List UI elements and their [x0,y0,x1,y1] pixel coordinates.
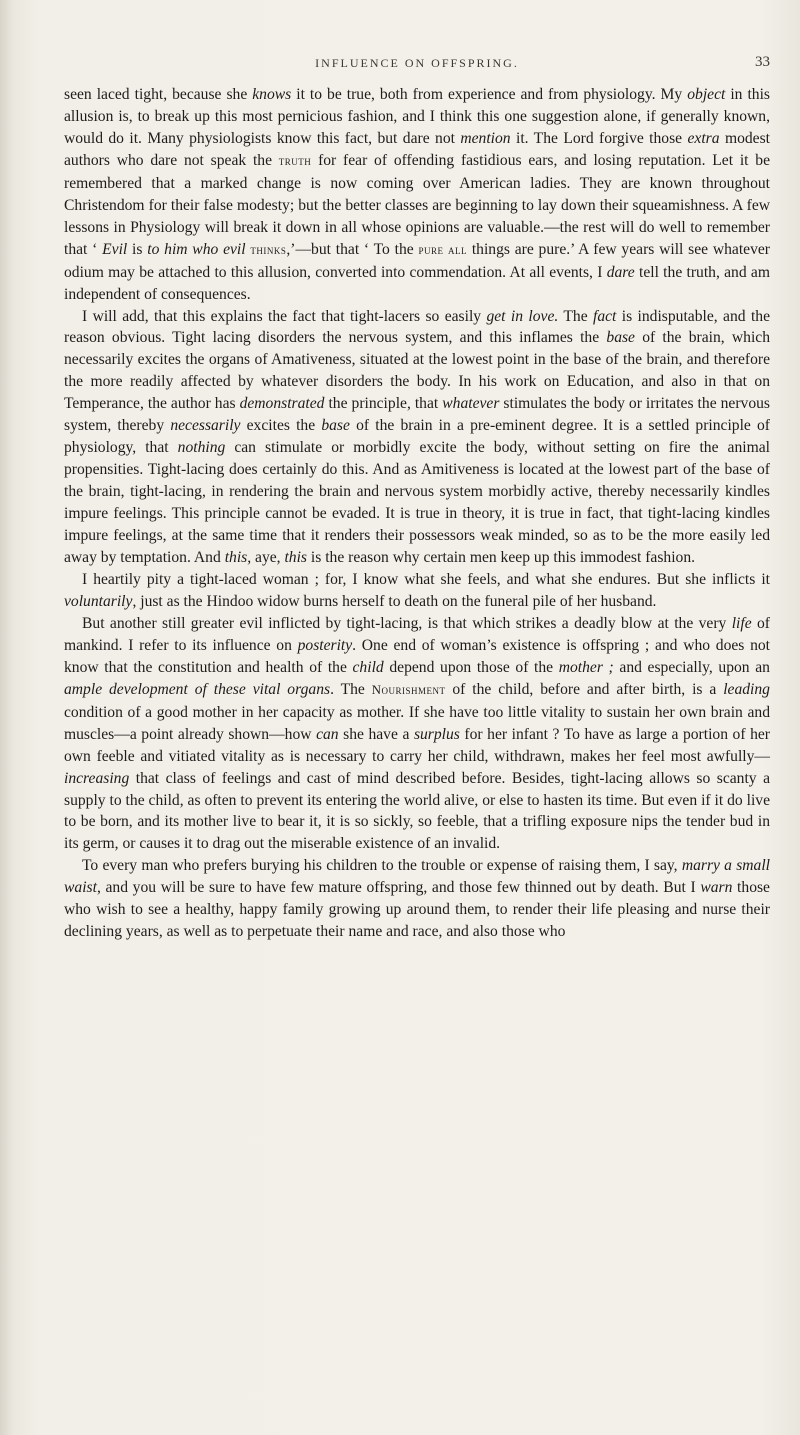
paragraph [64,569,770,613]
text-run: tell the truth, and am independent of consequences. [64,263,770,303]
italic-text: posterity [297,636,353,654]
text-run: of the brain in a pre-eminent degree. It is a settled principle of physiology, that [64,417,770,457]
page-number: 33 [755,54,770,70]
italic-text: extra [687,129,720,147]
italic-text: increasing [64,769,130,787]
text-run: seen laced tight, because she [64,86,253,103]
italic-text: demonstrated [239,395,325,413]
italic-text: life [731,614,752,632]
text-run: To every man who prefers burying his children to the trouble or expense of raising them, I say, [82,857,682,875]
text-run: she have a [338,725,414,743]
italic-text: knows [252,86,292,103]
italic-text: whatever [442,395,500,413]
text-run: stimulates the body or irritates the nervous system, thereby [64,395,770,435]
text-run: is [127,240,148,258]
italic-text: marry a small waist [64,857,770,897]
italic-text: get in love. [486,307,559,325]
italic-text: fact [593,307,617,325]
italic-text: mention [460,129,511,147]
italic-text: mother ; [558,658,614,676]
paragraph [64,613,770,855]
text-run: in this allusion is, to break up this most pernicious fashion, and I think this one suggestion alone, if generally known, would do it. Many physiologists know this fact, but dare not [64,86,770,147]
text-run: is indisputable, and the reason obvious. Tight lacing disorders the nervous system, and this inflames the [64,307,770,347]
italic-text: base [321,417,350,435]
small-caps-text: Nourishment [371,682,446,697]
text-run: it. The Lord forgive those [510,129,688,147]
text-run: excites the [240,417,322,435]
italic-text: child [352,658,384,676]
text-run: But another still greater evil inflicted by tight-lacing, is that which strikes a deadly blow at the very [82,614,732,632]
italic-text: dare [606,263,635,281]
italic-text: this [284,549,307,567]
text-run: it to be true, both from experience and from physiology. My [291,86,688,103]
text-run: of mankind. I refer to its influence on [64,614,771,654]
italic-text: can [316,725,339,743]
paragraph [64,855,770,943]
text-run: , just as the Hindoo widow burns herself to death on the funeral pile of her husband. [132,592,657,610]
italic-text: leading [723,680,770,698]
running-head: INFLUENCE ON OFFSPRING. [315,56,519,70]
italic-text: ample development of these vital organs [64,680,331,698]
body-text [64,84,770,943]
italic-text: warn [700,879,733,897]
small-caps-text: pure all [418,242,468,257]
italic-text: object [687,86,726,103]
italic-text: necessarily [170,417,241,435]
small-caps-text: truth [278,153,312,168]
text-run: . The [330,680,372,698]
italic-text: this, [224,549,252,567]
small-caps-text: thinks [250,242,287,257]
text-run: can stimulate or morbidly excite the body, without setting on fire the animal propensities. Tight-lacing does certainly do this. And as Amitiveness is located at the lowest part of the base of the brain, tight-lacing, in rendering the brain and nervous system morbidly active, thereby necessarily kindles impure feelings. This principle cannot be evaded. It is true in theory, it is true in fact, that tight-lacing kindles impure feelings, at the same time that it renders their possessors weak minded, so as to be the more easily led away by temptation. And [64,439,770,567]
text-run: , and you will be sure to have few mature offspring, and those few thinned out by death. But I [96,879,701,897]
text-run: modest authors who dare not speak the [64,129,770,169]
text-run: those who wish to see a healthy, happy family growing up around them, to render their life pleasing and nurse their declining years, as well as to perpetuate their name and race, and also those who [64,879,770,941]
text-run: aye, [251,549,285,567]
italic-text: Evil [102,240,128,258]
text-run: things are pure.’ A few years will see whatever odium may be attached to this allusion, converted into commendation. At all events, I [64,240,770,281]
text-run: ,’—but that ‘ To the [286,240,419,258]
text-run: condition of a good mother in her capacity as mother. If she have too little vitality to sustain her own brain and muscles—a point already shown—how [64,703,770,743]
paragraph [64,84,770,306]
text-run: I will add, that this explains the fact that tight-lacers so easily [82,307,487,325]
text-run: . One end of woman’s existence is offspring ; and who does not know that the constitution and health of the [64,636,771,676]
text-run: that class of feelings and cast of mind described before. Besides, tight-lacing allows so scanty a supply to the child, as often to prevent its entering the world alive, or else to hasten its time. But even if it do live to be born, and its mother live to bear it, it is so sickly, so feeble, that a trifling exposure nips the tender bud in its germ, or causes it to drag out the miserable existence of an invalid. [64,769,770,853]
text-run: I heartily pity a tight-laced woman ; for, I know what she feels, and what she endures. But she inflicts it [82,570,770,588]
text-run: of the brain, which necessarily excites the organs of Amativeness, situated at the lowest point in the base of the brain, and therefore the more readily affected by whatever disorders the body. In his work on Education, and also in that on Temperance, the author has [64,329,770,413]
text-run: is the reason why certain men keep up this immodest fashion. [307,549,696,567]
italic-text: to him who evil [147,240,246,258]
italic-text: nothing [177,439,226,457]
paragraph [64,306,770,569]
text-run: for her infant ? To have as large a portion of her own feeble and vitiated vitality as is necessary to carry her child, withdrawn, makes her feel most awfully— [64,725,770,765]
text-run: for fear of offending fastidious ears, and losing reputation. Let it be remembered that a marked change is now coming over American ladies. They are known throughout Christendom for their false modesty; but the better classes are beginning to lay down their squeamishness. A few lessons in Physiology will break it down in all whose opinions are valuable.—the rest will do well to remember that ‘ [64,151,770,258]
text-run: the principle, that [324,395,443,413]
text-run: of the child, before and after birth, is a [445,680,724,698]
italic-text: surplus [413,725,460,743]
page-header [64,56,770,78]
text-run: The [558,307,593,325]
italic-text: voluntarily [64,592,133,610]
text-run: depend upon those of the [383,658,559,676]
text-run: and especially, upon an [613,658,770,676]
italic-text: base [606,329,635,347]
